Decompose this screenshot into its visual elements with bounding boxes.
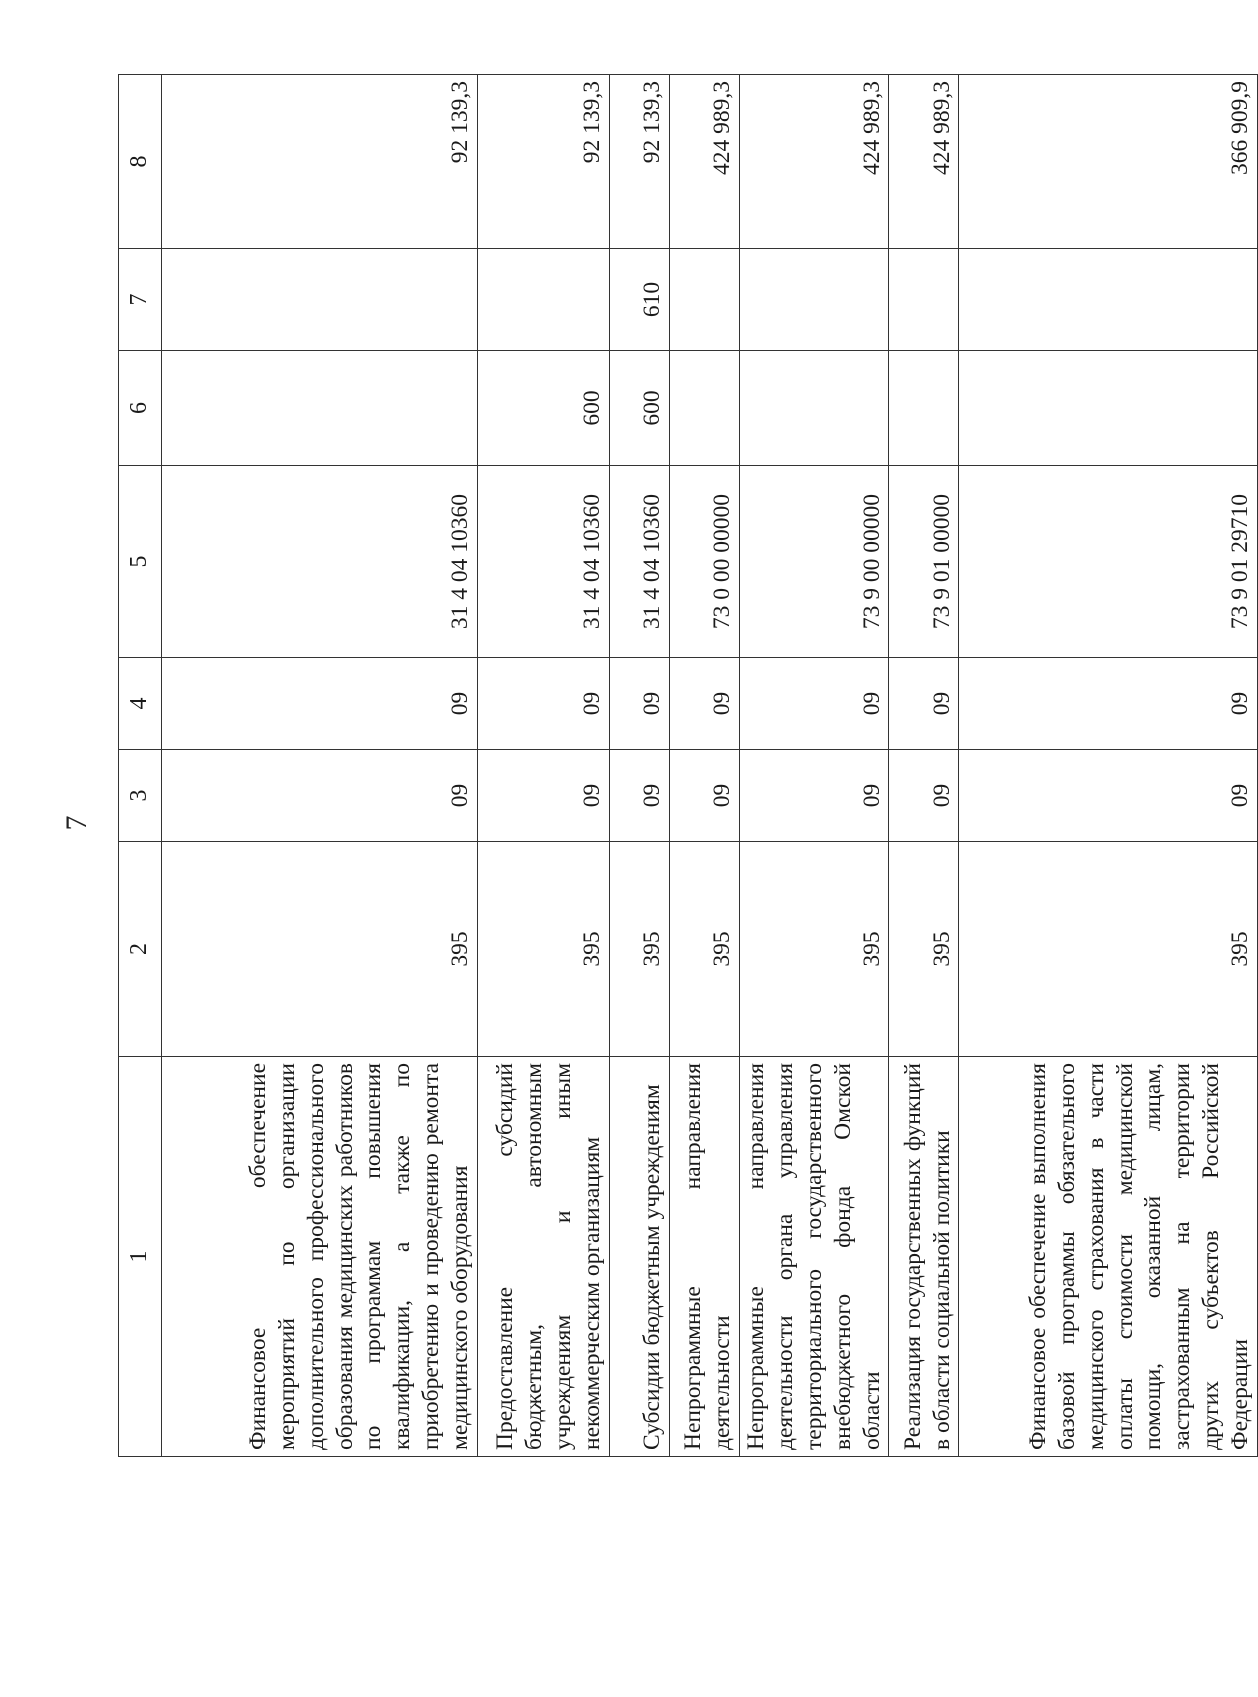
row-name: Финансовое обеспечение выполнения базовой программы обязательного медицинского страхования в части оплаты стоимости медицинской помощи, оказанной лицам, застрахованным на территории других субъектов Российской Федерации [959, 1057, 1258, 1457]
cell-col-4: 09 [478, 658, 610, 750]
cell-col-2: 395 [740, 842, 889, 1057]
cell-col-8: 424 989,3 [670, 75, 740, 249]
cell-col-7: 610 [610, 249, 670, 351]
cell-col-5: 31 4 04 10360 [478, 466, 610, 658]
cell-col-3: 09 [610, 750, 670, 842]
cell-col-4: 09 [670, 658, 740, 750]
cell-col-5: 73 9 01 29710 [959, 466, 1258, 658]
header-col-6: 6 [119, 351, 162, 466]
cell-col-3: 09 [889, 750, 959, 842]
cell-col-2: 395 [162, 842, 478, 1057]
cell-col-8: 424 989,3 [889, 75, 959, 249]
row-name: Реализация государственных функций в области социальной политики [889, 1057, 959, 1457]
cell-col-6: 600 [610, 351, 670, 466]
cell-col-4: 09 [610, 658, 670, 750]
cell-col-8: 424 989,3 [740, 75, 889, 249]
cell-col-7 [670, 249, 740, 351]
cell-col-5: 73 0 00 00000 [670, 466, 740, 658]
header-col-1: 1 [119, 1057, 162, 1457]
cell-col-2: 395 [959, 842, 1258, 1057]
cell-col-5: 73 9 00 00000 [740, 466, 889, 658]
cell-col-6 [670, 351, 740, 466]
cell-col-7 [889, 249, 959, 351]
cell-col-6 [959, 351, 1258, 466]
cell-col-7 [478, 249, 610, 351]
cell-col-4: 09 [959, 658, 1258, 750]
header-col-4: 4 [119, 658, 162, 750]
table-row [889, 75, 959, 1457]
cell-col-4: 09 [740, 658, 889, 750]
header-col-3: 3 [119, 750, 162, 842]
header-col-8: 8 [119, 75, 162, 249]
cell-col-3: 09 [670, 750, 740, 842]
cell-col-2: 395 [670, 842, 740, 1057]
cell-col-6 [162, 351, 478, 466]
table-row [610, 75, 670, 1457]
cell-col-2: 395 [610, 842, 670, 1057]
row-name: Непрограммные направления деятельности органа управления территориального государственного внебюджетного фонда Омской области [740, 1057, 889, 1457]
cell-col-5: 31 4 04 10360 [162, 466, 478, 658]
header-col-5: 5 [119, 466, 162, 658]
cell-col-6 [740, 351, 889, 466]
cell-col-4: 09 [889, 658, 959, 750]
cell-col-7 [162, 249, 478, 351]
cell-col-8: 366 909,9 [959, 75, 1258, 249]
row-name: Предоставление субсидий бюджетным, автономным учреждениям и иным некоммерческим организациям [478, 1057, 610, 1457]
cell-col-8: 92 139,3 [610, 75, 670, 249]
cell-col-2: 395 [889, 842, 959, 1057]
cell-col-4: 09 [162, 658, 478, 750]
cell-col-7 [959, 249, 1258, 351]
cell-col-3: 09 [959, 750, 1258, 842]
table-row [162, 75, 478, 1457]
rotated-table-frame [118, 75, 1258, 1457]
budget-table [118, 74, 1258, 1457]
rotated-table-container [118, 75, 1258, 1457]
row-name: Субсидии бюджетным учреждениям [610, 1057, 670, 1457]
page-number: 7 [60, 815, 93, 831]
row-name: Непрограммные направления деятельности [670, 1057, 740, 1457]
row-name: Финансовое обеспечение мероприятий по организации дополнительного профессионального образования медицинских работников по программам повышения квалификации, а также по приобретению и проведению ремонта медицинского оборудования [162, 1057, 478, 1457]
cell-col-3: 09 [740, 750, 889, 842]
header-col-2: 2 [119, 842, 162, 1057]
cell-col-5: 73 9 01 00000 [889, 466, 959, 658]
table-row [959, 75, 1258, 1457]
cell-col-7 [740, 249, 889, 351]
table-header-row [119, 75, 162, 1457]
cell-col-8: 92 139,3 [478, 75, 610, 249]
header-col-7: 7 [119, 249, 162, 351]
table-row [478, 75, 610, 1457]
table-row [740, 75, 889, 1457]
table-row [670, 75, 740, 1457]
cell-col-3: 09 [478, 750, 610, 842]
cell-col-6 [889, 351, 959, 466]
cell-col-6: 600 [478, 351, 610, 466]
cell-col-2: 395 [478, 842, 610, 1057]
cell-col-8: 92 139,3 [162, 75, 478, 249]
cell-col-5: 31 4 04 10360 [610, 466, 670, 658]
cell-col-3: 09 [162, 750, 478, 842]
